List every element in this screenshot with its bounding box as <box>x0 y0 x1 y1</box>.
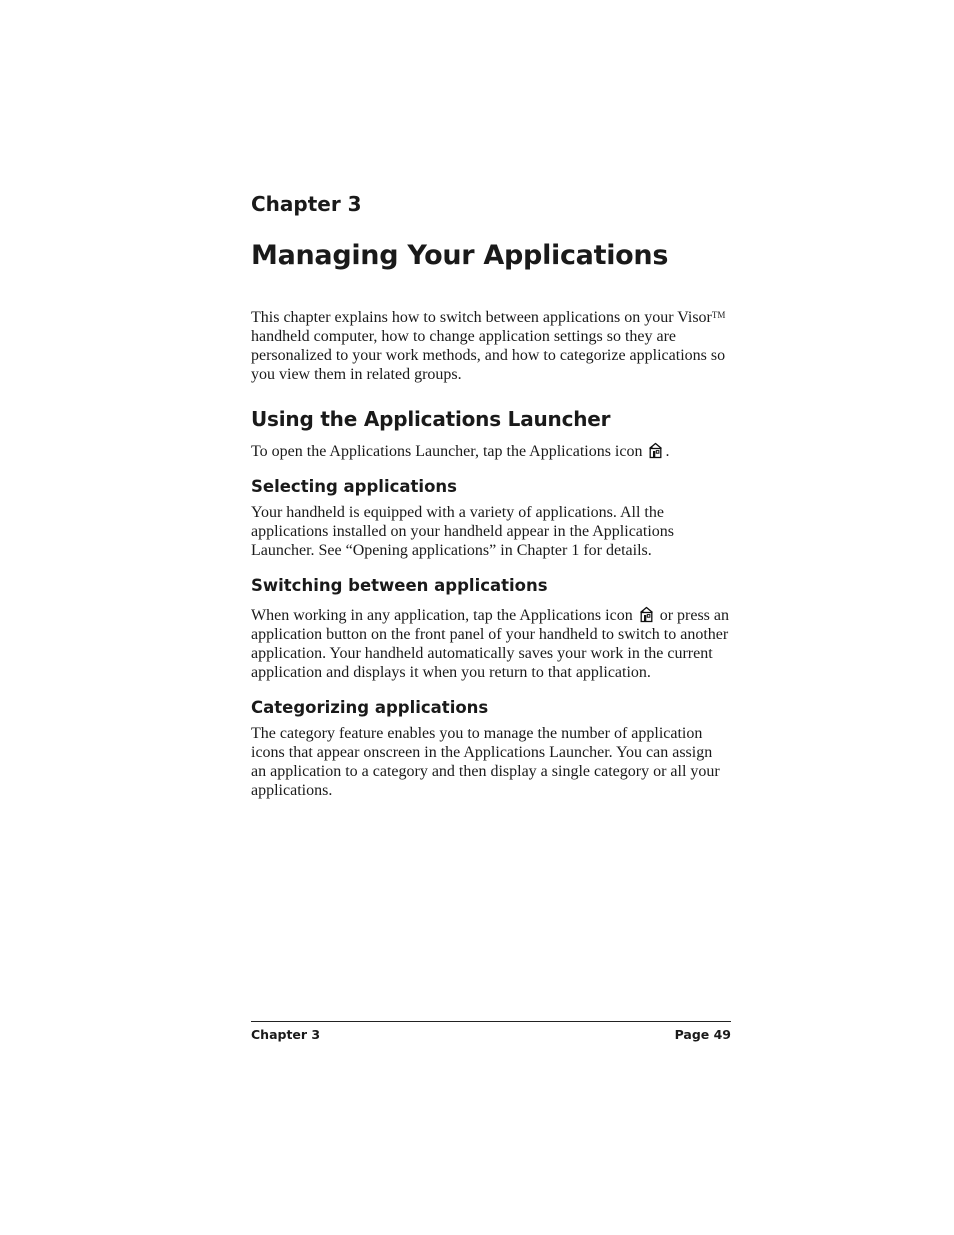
categorizing-paragraph: The category feature enables you to manage the number of application icons that appear onscreen in the Applications Launcher. You can assign an application to a category and then display a single category or all your applications. <box>251 725 720 799</box>
page-content <box>251 190 731 800</box>
section-title-categorizing: Categorizing applications <box>251 698 489 717</box>
switching-paragraph <box>251 606 731 682</box>
chapter-title: Managing Your Applications <box>251 240 669 271</box>
launcher-text-after: . <box>665 443 670 460</box>
intro-paragraph <box>251 306 731 384</box>
section-title-switching: Switching between applications <box>251 576 548 595</box>
page-footer <box>251 1021 731 1042</box>
applications-launcher-icon <box>638 606 655 623</box>
selecting-paragraph: Your handheld is equipped with a variety of applications. All the applications installed on your handheld appear in the Applications Launcher. See “Opening applications” in Chapter 1 for details. <box>251 504 675 559</box>
section-title-selecting: Selecting applications <box>251 477 457 496</box>
switching-text-after: or press an application button on the front panel of your handheld to switch to another application. Your handheld automatically saves your work in the current application and displays it when you return to that application. <box>251 607 729 681</box>
intro-text-part1: This chapter explains how to switch between applications on your Visor <box>251 309 712 326</box>
intro-text-part2: handheld computer, how to change application settings so they are personalized to your work methods, and how to categorize applications so you view them in related groups. <box>251 328 726 383</box>
applications-launcher-icon <box>647 442 664 459</box>
section-title-launcher: Using the Applications Launcher <box>251 407 611 431</box>
footer-page-number: Page 49 <box>674 1027 731 1042</box>
footer-chapter: Chapter 3 <box>251 1027 321 1042</box>
launcher-text-before: To open the Applications Launcher, tap the Applications icon <box>251 443 647 460</box>
chapter-label: Chapter 3 <box>251 192 362 216</box>
launcher-paragraph <box>251 442 731 461</box>
switching-text-before: When working in any application, tap the Applications icon <box>251 607 637 624</box>
trademark-mark: TM <box>711 310 726 320</box>
